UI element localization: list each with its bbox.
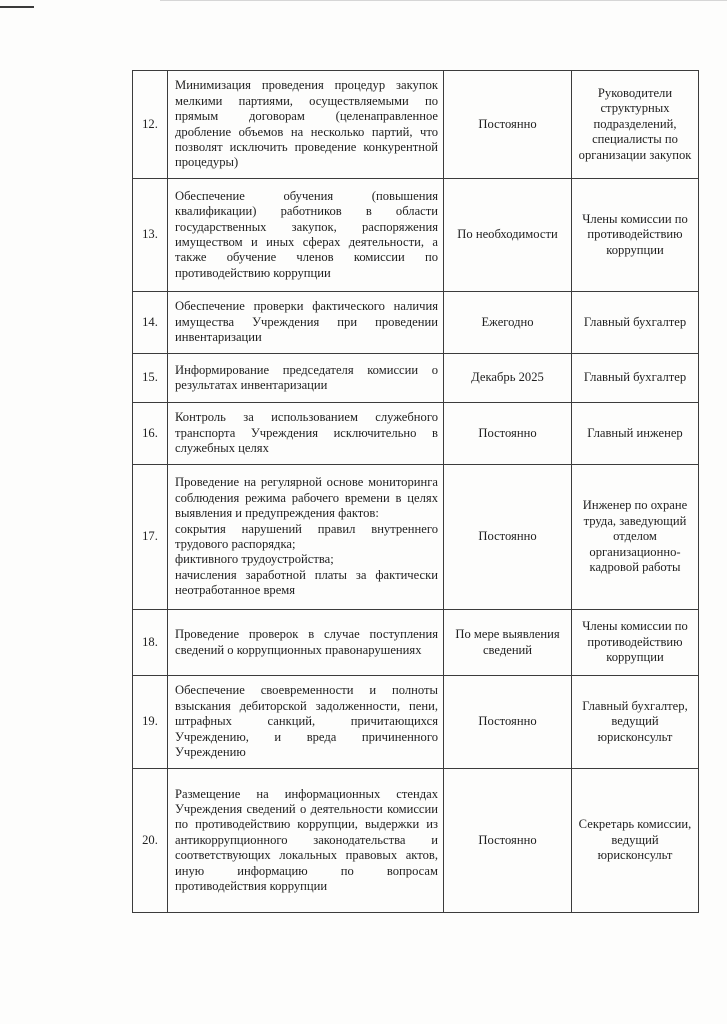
event-line: Проведение на регулярной основе мониторинга соблюдения режима рабочего времени в целях выявления и предупреждения фактов: — [175, 475, 438, 521]
event-description: Контроль за использованием служебного транспорта Учреждения исключительно в служебных целях — [168, 403, 444, 465]
scan-edge-mark — [0, 6, 34, 8]
event-term: Декабрь 2025 — [444, 354, 572, 403]
row-number: 13. — [133, 179, 168, 292]
event-description: Минимизация проведения процедур закупок мелкими партиями, осуществляемыми по прямым договорам (целенаправленное дробление объемов на несколько партий, что позволят исключить проведение конкурентной процедуры) — [168, 71, 444, 179]
event-responsible: Руководители структурных подразделений, специалисты по организации закупок — [572, 71, 699, 179]
row-number: 16. — [133, 403, 168, 465]
row-number: 14. — [133, 292, 168, 354]
table-row — [133, 179, 699, 292]
event-term: По мере выявления сведений — [444, 610, 572, 676]
table-row — [133, 465, 699, 610]
event-responsible: Главный бухгалтер — [572, 354, 699, 403]
row-number: 18. — [133, 610, 168, 676]
event-term: Постоянно — [444, 71, 572, 179]
event-description — [168, 465, 444, 610]
event-description: Обеспечение обучения (повышения квалификации) работников в области государственных закупок, распоряжения имуществом и иных сферах деятельности, а также обучение членов комиссии по противодействию коррупции — [168, 179, 444, 292]
table-row — [133, 676, 699, 769]
event-responsible: Секретарь комиссии, ведущий юрисконсульт — [572, 769, 699, 913]
table-row — [133, 769, 699, 913]
event-line: фиктивного трудоустройства; — [175, 552, 334, 567]
event-responsible: Члены комиссии по противодействию коррупции — [572, 610, 699, 676]
event-responsible: Главный инженер — [572, 403, 699, 465]
row-number: 17. — [133, 465, 168, 610]
table-row — [133, 403, 699, 465]
event-line: сокрытия нарушений правил внутреннего трудового распорядка; — [175, 521, 438, 551]
event-responsible: Члены комиссии по противодействию коррупции — [572, 179, 699, 292]
table-row — [133, 354, 699, 403]
event-term: Постоянно — [444, 465, 572, 610]
event-term: Постоянно — [444, 403, 572, 465]
table-row — [133, 71, 699, 179]
anticorruption-plan-table — [132, 70, 699, 913]
event-responsible: Главный бухгалтер, ведущий юрисконсульт — [572, 676, 699, 769]
event-description: Обеспечение своевременности и полноты взыскания дебиторской задолженности, пени, штрафных санкций, причитающихся Учреждению, и вреда причиненного Учреждению — [168, 676, 444, 769]
table-row — [133, 610, 699, 676]
scan-top-line — [160, 0, 727, 1]
event-description: Размещение на информационных стендах Учреждения сведений о деятельности комиссии по противодействию коррупции, выдержки из антикоррупционного законодательства и соответствующих локальных правовых актов, иную информацию по вопросам противодействия коррупции — [168, 769, 444, 913]
event-responsible: Инженер по охране труда, заведующий отделом организационно-кадровой работы — [572, 465, 699, 610]
event-term: Постоянно — [444, 676, 572, 769]
event-term: Ежегодно — [444, 292, 572, 354]
event-description: Обеспечение проверки фактического наличия имущества Учреждения при проведении инвентаризации — [168, 292, 444, 354]
row-number: 19. — [133, 676, 168, 769]
table-row — [133, 292, 699, 354]
event-term: Постоянно — [444, 769, 572, 913]
event-responsible: Главный бухгалтер — [572, 292, 699, 354]
event-line: начисления заработной платы за фактически неотработанное время — [175, 567, 438, 598]
row-number: 20. — [133, 769, 168, 913]
event-term: По необходимости — [444, 179, 572, 292]
row-number: 12. — [133, 71, 168, 179]
event-description: Проведение проверок в случае поступления сведений о коррупционных правонарушениях — [168, 610, 444, 676]
row-number: 15. — [133, 354, 168, 403]
event-description: Информирование председателя комиссии о результатах инвентаризации — [168, 354, 444, 403]
